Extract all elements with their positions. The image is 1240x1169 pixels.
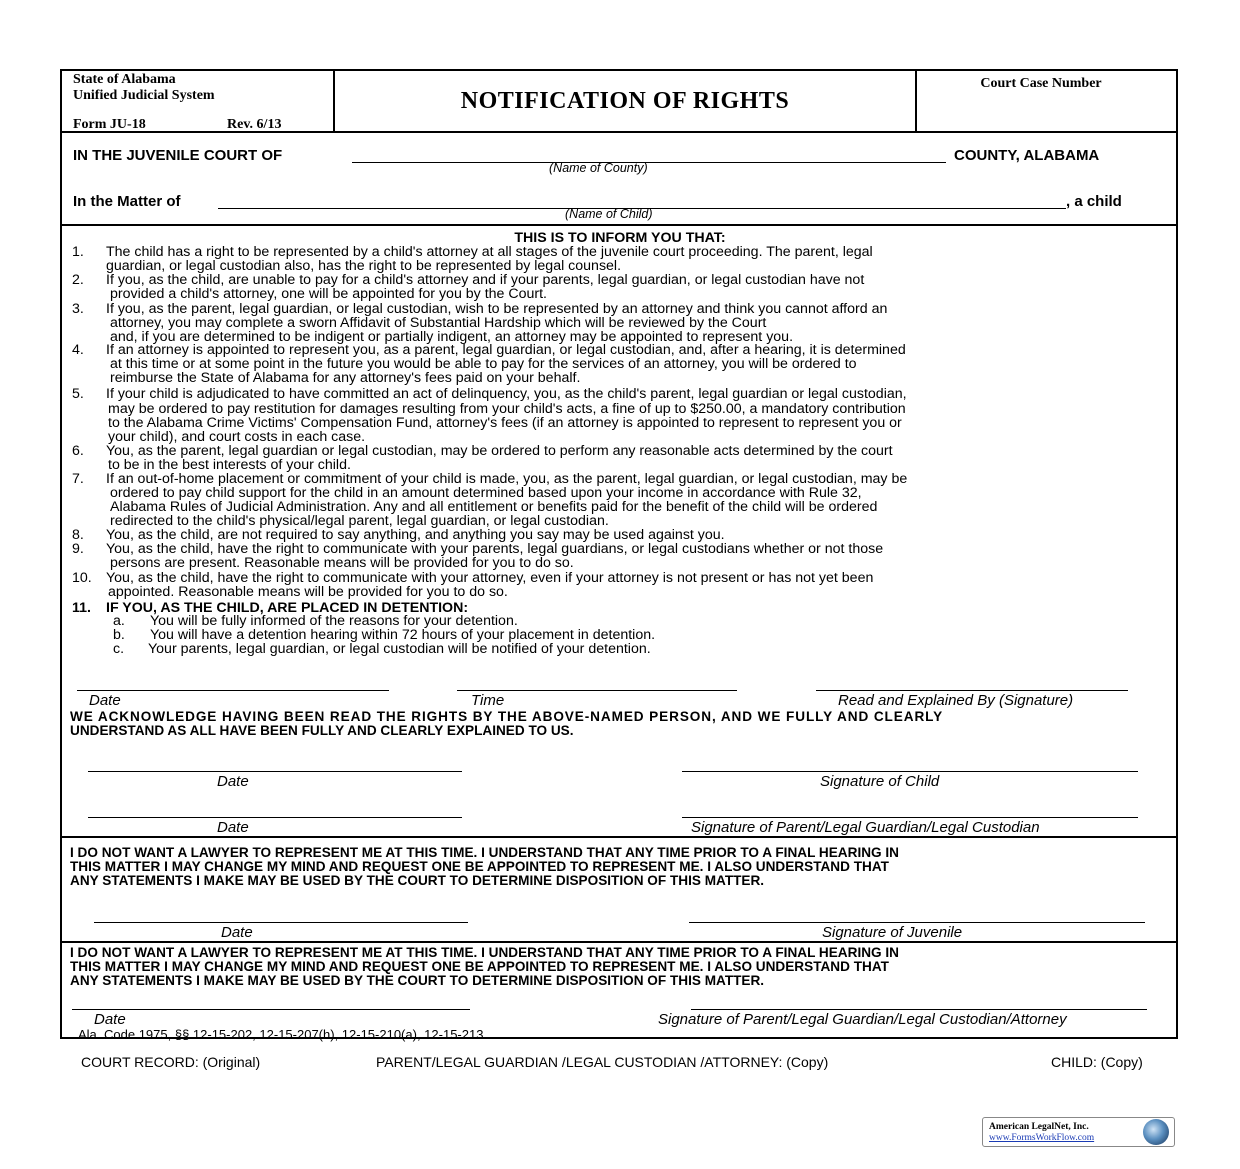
right-10 [72, 571, 873, 585]
acknowledgement-line-2: UNDERSTAND AS ALL HAVE BEEN FULLY AND CLEARLY EXPLAINED TO US. [70, 723, 574, 738]
right-number: 1. [72, 244, 84, 260]
globe-icon [1143, 1119, 1169, 1145]
system-label: Unified Judicial System [73, 88, 215, 103]
right-4-cont: at this time or at some point in the future you would be able to pay for the services of an attorney, you will be ordered to [110, 356, 857, 372]
waiver-1-line-3: ANY STATEMENTS I MAKE MAY BE USED BY THE COURT TO DETERMINE DISPOSITION OF THIS MATTER. [70, 873, 765, 888]
right-10-cont: appointed. Reasonable means will be provided for you to do so. [108, 584, 508, 600]
right-text: You, as the child, are not required to say anything, and anything you say may be used against you. [106, 527, 725, 543]
right-2-cont: provided a child's attorney, one will be appointed for you by the Court. [110, 286, 547, 302]
waiver-2-line-2: THIS MATTER I MAY CHANGE MY MIND AND REQUEST ONE BE APPOINTED TO REPRESENT ME. I ALSO UNDERSTAND THAT [70, 959, 889, 974]
child-signature-input[interactable] [682, 771, 1138, 772]
right-9 [72, 542, 883, 556]
right-7-cont: redirected to the child's physical/legal parent, legal guardian, or legal custodian. [110, 513, 609, 529]
matter-suffix: , a child [1066, 193, 1122, 210]
right-5-cont: your child), and court costs in each case. [108, 429, 366, 445]
right-text: IF YOU, AS THE CHILD, ARE PLACED IN DETENTION: [106, 600, 469, 616]
juvenile-date-label: Date [221, 924, 253, 941]
waiver-1-line-1: I DO NOT WANT A LAWYER TO REPRESENT ME AT THIS TIME. I UNDERSTAND THAT ANY TIME PRIOR TO A FINAL HEARING IN [70, 845, 899, 860]
right-number: 9. [72, 541, 84, 557]
child-caption: (Name of Child) [565, 207, 653, 221]
right-3-cont: attorney, you may complete a sworn Affidavit of Substantial Hardship which will be reviewed by the Court [110, 315, 767, 331]
right-text: You, as the parent, legal guardian or legal custodian, may be ordered to perform any reasonable acts determined by the court [106, 443, 893, 459]
detention-letter: c. [113, 641, 125, 657]
right-number: 5. [72, 386, 84, 402]
read-by-label: Read and Explained By (Signature) [838, 692, 1074, 709]
detention-text: You will have a detention hearing within 72 hours of your placement in detention. [150, 627, 656, 643]
court-bottom-rule [61, 224, 1177, 226]
waiver-1-line-2: THIS MATTER I MAY CHANGE MY MIND AND REQUEST ONE BE APPOINTED TO REPRESENT ME. I ALSO UNDERSTAND THAT [70, 859, 889, 874]
case-number-label: Court Case Number [980, 76, 1102, 91]
date-label-2: Date [217, 773, 249, 790]
parent-signature-input[interactable] [682, 817, 1138, 818]
time-label: Time [471, 692, 505, 709]
inform-heading: THIS IS TO INFORM YOU THAT: [514, 230, 726, 246]
legalnet-badge[interactable] [982, 1117, 1175, 1147]
right-8 [72, 528, 725, 542]
detention-letter: b. [113, 627, 125, 643]
matter-prefix: In the Matter of [73, 193, 181, 210]
badge-url[interactable]: www.FormsWorkFlow.com [989, 1133, 1095, 1143]
court-suffix: COUNTY, ALABAMA [954, 147, 1100, 164]
right-text: If your child is adjudicated to have committed an act of delinquency, you, as the child's parent, legal guardian or legal custodian, [106, 386, 907, 402]
right-7-cont: ordered to pay child support for the child in an amount determined based upon your income in accordance with Rule 32, [110, 485, 862, 501]
detention-text: You will be fully informed of the reasons for your detention. [150, 613, 518, 629]
right-number: 11. [72, 600, 91, 616]
footer-parent-copy: PARENT/LEGAL GUARDIAN /LEGAL CUSTODIAN /ATTORNEY: (Copy) [376, 1054, 829, 1070]
right-1-cont: guardian, or legal custodian also, has the right to be represented by legal counsel. [106, 258, 622, 274]
right-4-cont: reimburse the State of Alabama for any attorney's fees paid on your behalf. [110, 370, 581, 386]
right-7-cont: Alabama Rules of Judicial Administration. Any and all entitlement or benefits paid for the benefit of the child will be ordered [110, 499, 878, 515]
child-signature-label: Signature of Child [820, 773, 940, 790]
case-number-field[interactable] [925, 96, 1170, 126]
county-caption: (Name of County) [549, 161, 648, 175]
juvenile-signature-label: Signature of Juvenile [822, 924, 963, 941]
waiver-1-top-rule [61, 836, 1177, 838]
footer-child-copy: CHILD: (Copy) [1051, 1054, 1143, 1070]
parent-date-label: Date [94, 1011, 126, 1028]
juvenile-signature-input[interactable] [689, 922, 1145, 923]
parent-attorney-signature-input[interactable] [691, 1009, 1147, 1010]
right-5 [72, 387, 907, 401]
right-number: 6. [72, 443, 84, 459]
right-number: 8. [72, 527, 84, 543]
detention-b [113, 628, 655, 642]
revision: Rev. 6/13 [227, 117, 282, 132]
right-number: 10. [72, 570, 92, 586]
waiver-2-line-1: I DO NOT WANT A LAWYER TO REPRESENT ME AT THIS TIME. I UNDERSTAND THAT ANY TIME PRIOR TO A FINAL HEARING IN [70, 945, 899, 960]
right-text: You, as the child, have the right to communicate with your parents, legal guardians, or legal custodians whether or not those [106, 541, 884, 557]
right-text: If you, as the child, are unable to pay for a child's attorney and if your parents, legal guardian, or legal custodian have not [106, 272, 865, 288]
parent-signature-label: Signature of Parent/Legal Guardian/Legal Custodian [691, 819, 1040, 836]
date-label-1: Date [89, 692, 121, 709]
right-3 [72, 302, 887, 316]
date-input-2[interactable] [88, 771, 462, 772]
time-input[interactable] [457, 690, 737, 691]
right-9-cont: persons are present. Reasonable means will be provided for you to do so. [110, 555, 574, 571]
right-7 [72, 472, 907, 486]
right-1 [72, 245, 873, 259]
county-input[interactable] [352, 162, 946, 163]
detention-c [113, 642, 651, 656]
date-input-1[interactable] [77, 690, 389, 691]
date-input-3[interactable] [88, 817, 462, 818]
right-text: If an attorney is appointed to represent you, as a parent, legal guardian, or legal custodian, and, after a hearing, it is determined [106, 342, 906, 358]
read-by-signature-input[interactable] [816, 690, 1128, 691]
right-text: You, as the child, have the right to communicate with your attorney, even if your attorney is not present or has not yet been [106, 570, 874, 586]
footer-court-record: COURT RECORD: (Original) [81, 1054, 261, 1070]
detention-text: Your parents, legal guardian, or legal custodian will be notified of your detention. [148, 641, 651, 657]
right-2 [72, 273, 864, 287]
right-3-cont: and, if you are determined to be indigent or partially indigent, an attorney may be appointed to represent you. [110, 329, 794, 345]
date-label-3: Date [217, 819, 249, 836]
juvenile-date-input[interactable] [94, 922, 468, 923]
waiver-2-top-rule [61, 941, 1177, 943]
detention-letter: a. [113, 613, 125, 629]
parent-attorney-signature-label: Signature of Parent/Legal Guardian/Legal Custodian/Attorney [658, 1011, 1067, 1028]
right-6 [72, 444, 893, 458]
badge-company: American LegalNet, Inc. [989, 1122, 1089, 1132]
form-number: Form JU-18 [73, 117, 146, 132]
right-number: 4. [72, 342, 84, 358]
waiver-2-line-3: ANY STATEMENTS I MAKE MAY BE USED BY THE COURT TO DETERMINE DISPOSITION OF THIS MATTER. [70, 973, 765, 988]
right-text: If an out-of-home placement or commitment of your child is made, you, as the parent, legal guardian, or legal custodian, may be [106, 471, 908, 487]
page-title: NOTIFICATION OF RIGHTS [460, 88, 790, 114]
right-number: 3. [72, 301, 84, 317]
right-number: 2. [72, 272, 84, 288]
right-5-cont: may be ordered to pay restitution for damages resulting from your child's acts, a fine of up to $250.00, a mandatory contribution [108, 401, 906, 417]
right-5-cont: to the Alabama Crime Victims' Compensation Fund, attorney's fees (if an attorney is appointed to represent to represent you or [108, 415, 902, 431]
parent-date-input[interactable] [72, 1009, 470, 1010]
acknowledgement-line-1: WE ACKNOWLEDGE HAVING BEEN READ THE RIGHTS BY THE ABOVE-NAMED PERSON, AND WE FULLY AND CLEARLY [70, 709, 944, 724]
statute-citation: Ala. Code 1975, §§ 12-15-202, 12-15-207(h), 12-15-210(a), 12-15-213 [78, 1027, 484, 1042]
state-label: State of Alabama [73, 72, 176, 87]
right-text: The child has a right to be represented by a child's attorney at all stages of the juvenile court proceeding. The parent, legal [106, 244, 873, 260]
right-4 [72, 343, 906, 357]
court-prefix: IN THE JUVENILE COURT OF [73, 147, 283, 164]
right-6-cont: to be in the best interests of your child. [108, 457, 351, 473]
right-number: 7. [72, 471, 84, 487]
right-text: If you, as the parent, legal guardian, or legal custodian, wish to be represented by an attorney and think you cannot afford an [106, 301, 888, 317]
detention-a [113, 614, 518, 628]
